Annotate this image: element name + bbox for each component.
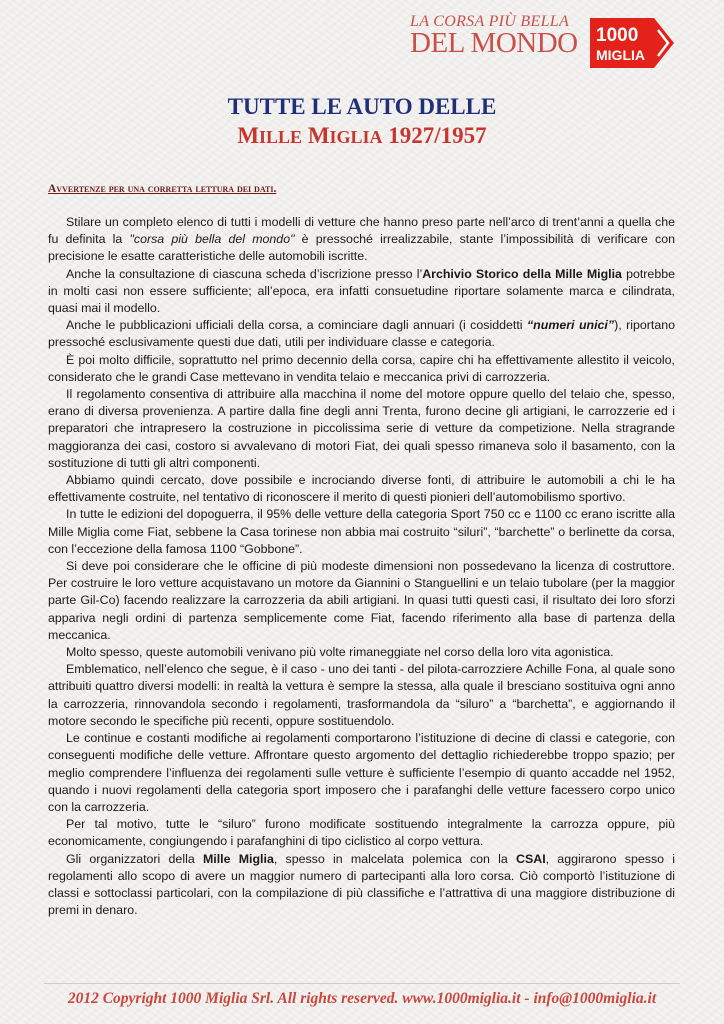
paragraph-4: È poi molto difficile, soprattutto nel primo decennio della corsa, capire chi ha effettivamente allestito il veicolo, considerato che le grandi Case mettevano in vendita telaio e meccanica privi di carrozzeria. bbox=[48, 352, 675, 384]
paragraph-2: Anche la consultazione di ciascuna scheda d’iscrizione presso l’Archivio Storico della Mille Miglia potrebbe in molti casi non essere sufficiente; all’epoca, era infatti consuetudine riportare solamente marca e cilindrata, quasi mai il modello. bbox=[48, 266, 675, 316]
paragraph-8: Si deve poi considerare che le officine di più modeste dimensioni non possedevano la licenza di costruttore. Per costruire le loro vetture acquistavano un motore da Giannini o Stanguellini e un telaio tubolare (per la maggior parte Gil-Co) facendo realizzare la carrozzeria da abili artigiani. In quasi tutti questi casi, il risultato dei loro sforzi appariva negli ordini di partenza semplicemente come Fiat, facendo riferimento alla base di partenza della meccanica. bbox=[48, 559, 675, 642]
paragraph-9: Molto spesso, queste automobili venivano più volte rimaneggiate nel corso della loro vita agonistica. bbox=[66, 645, 614, 660]
paragraph-6: Abbiamo quindi cercato, dove possibile e incrociando diverse fonti, di attribuire le automobili a chi le ha effettivamente costruite, nel tentativo di riconoscere il merito di questi pionieri dell’automobilismo sportivo. bbox=[48, 473, 675, 505]
footer-copyright: 2012 Copyright 1000 Miglia Srl. All rights reserved. www.1000miglia.it - info@1000miglia.it bbox=[67, 990, 657, 1007]
section-subtitle: Avvertenze per una corretta lettura dei dati. bbox=[48, 183, 277, 195]
paragraph-3: Anche le pubblicazioni ufficiali della corsa, a cominciare dagli annuari (i cosiddetti “numeri unici”), riportano pressoché esclusivamente questi due dati, utili per individuare classe e categoria. bbox=[48, 318, 675, 350]
tagline-line1: LA CORSA PIÙ BELLA bbox=[410, 13, 570, 30]
body-text bbox=[48, 214, 675, 919]
paragraph-12: Per tal motivo, tutte le “siluro” furono modificate sostituendo integralmente la carrozza oppure, più economicamente, congiungendo i parafanghini di tipo ciclistico al corpo vettura. bbox=[48, 817, 675, 849]
logo-word: MIGLIA bbox=[596, 47, 645, 63]
title-initial-m2: M bbox=[307, 123, 330, 149]
title-line2 bbox=[0, 121, 724, 150]
title-iglia: IGLIA bbox=[329, 127, 383, 148]
paragraph-1: Stilare un completo elenco di tutti i modelli di vetture che hanno preso parte nell’arco di trent’anni a quella che fu definita la "corsa più bella del mondo" è pressoché irrealizzabile, stante l’impossibilità di verificare con precisione le esatte caratteristiche delle automobili iscritte. bbox=[48, 215, 675, 264]
title-initial-m: M bbox=[237, 123, 260, 149]
logo-number: 1000 bbox=[596, 25, 639, 46]
paragraph-10: Emblematico, nell’elenco che segue, è il caso - uno dei tanti - del pilota-carrozziere Achille Fona, al quale sono attribuiti quattro diversi modelli: in realtà la vettura è sempre la stessa, alla quale il bresciano sostituiva ogni anno la carrozzeria, rinnovandola secondo i regolamenti, trasformandola da “siluro” a “barchetta”, e aggiornando il motore secondo le specifiche più recenti, oppure sostituendolo. bbox=[48, 662, 675, 728]
page-title bbox=[0, 92, 724, 151]
title-ille: ILLE bbox=[259, 127, 303, 148]
title-line1: TUTTE LE AUTO DELLE bbox=[227, 94, 497, 119]
paragraph-11: Le continue e costanti modifiche ai regolamenti comportarono l’istituzione di decine di classi e categorie, con conseguenti modifiche delle vetture. Affrontare questo argomento del dettaglio richiederebbe troppo spazio; per meglio comprendere l’influenza dei regolamenti sulle vetture è sufficiente l’esempio di quanto accadde nel 1952, quando i nuovi regolamenti della categoria sport imposero che i parafanghi delle vetture facessero corpo unico con la carrozzeria. bbox=[48, 731, 675, 814]
mille-miglia-logo bbox=[588, 16, 676, 70]
title-years: 1927/1957 bbox=[388, 123, 487, 149]
tagline-line2: DEL MONDO bbox=[410, 27, 578, 59]
tagline bbox=[410, 14, 582, 58]
paragraph-7: In tutte le edizioni del dopoguerra, il 95% delle vetture della categoria Sport 750 cc e 1100 cc erano iscritte alla Mille Miglia come Fiat, sebbene la Casa torinese non abbia mai costruito “siluri”, “barchette” o berlinette da corsa, con l’eccezione della famosa 1100 “Gobbone”. bbox=[48, 507, 675, 556]
footer-divider bbox=[44, 983, 680, 984]
paragraph-5: Il regolamento consentiva di attribuire alla macchina il nome del motore oppure quello del telaio che, spesso, erano di diversa provenienza. A partire dalla fine degli anni Trenta, furono decine gli artigiani, le carrozzerie ed i preparatori che intrapresero la costruzione in piccolissima serie di vetture da competizione. Nella stragrande maggioranza dei casi, costoro si avvalevano di motori Fiat, dei quali spesso rimaneva solo il basamento, con la sostituzione di tutti gli altri componenti. bbox=[48, 387, 675, 470]
paragraph-13: Gli organizzatori della Mille Miglia, spesso in malcelata polemica con la CSAI, aggirarono spesso i regolamenti allo scopo di avere un maggior numero di partecipanti alla loro corsa. Ciò comportò l’istituzione di classi e sottoclassi particolari, con la compilazione di più classifiche e l’attrattiva di una maggiore distribuzione di premi in denaro. bbox=[48, 851, 676, 918]
header-logo-area bbox=[400, 12, 700, 72]
